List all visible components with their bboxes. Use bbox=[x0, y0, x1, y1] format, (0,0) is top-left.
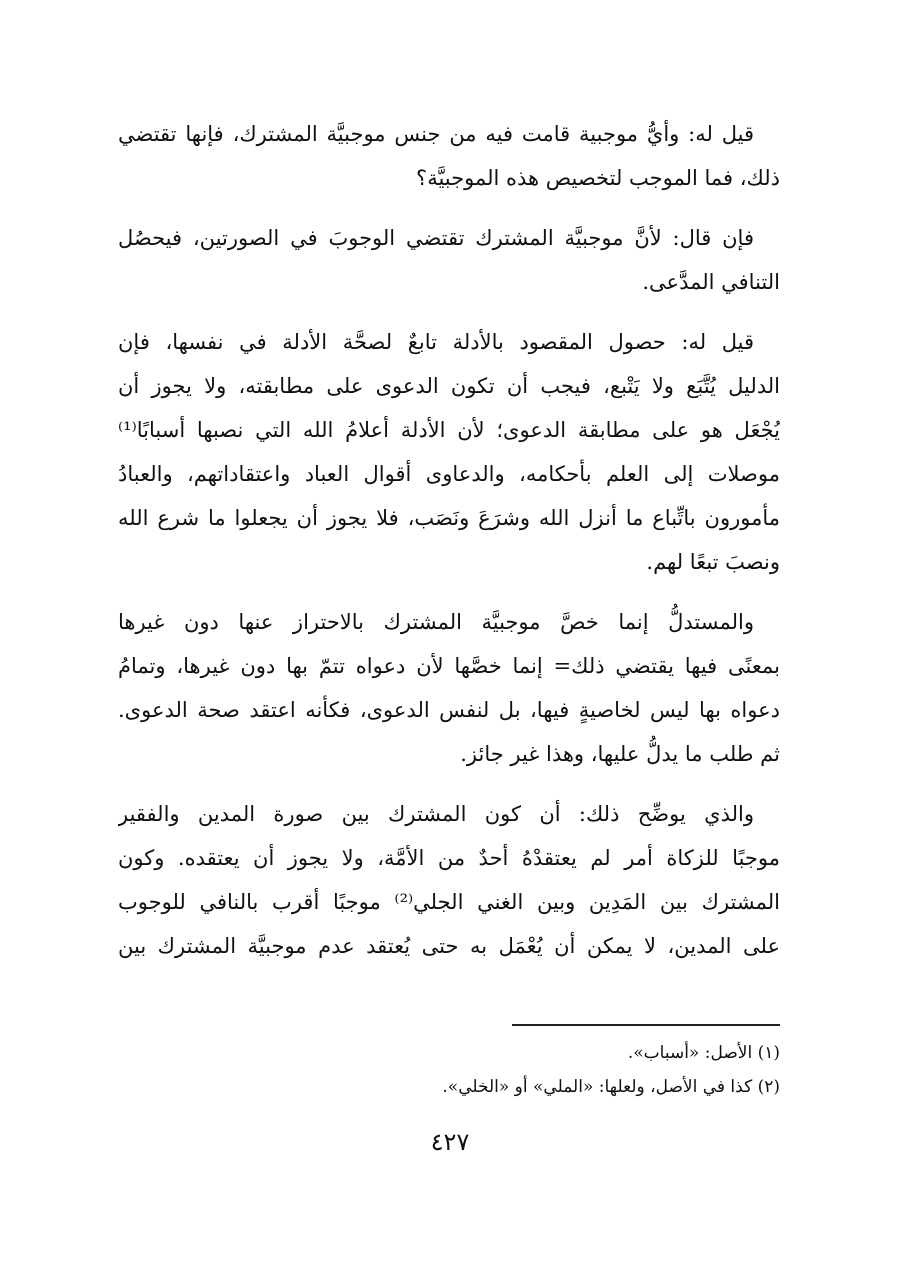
text-line: بمعنًى فيها يقتضي ذلك= إنما خصَّها لأن دعواه تتمّ بها دون غيرها، وتمامُ bbox=[118, 654, 780, 678]
text-line: ثم طلب ما يدلُّ عليها، وهذا غير جائز. bbox=[460, 742, 780, 766]
paragraph-5 bbox=[118, 792, 780, 968]
text-line: موصلات إلى العلم بأحكامه، والدعاوى أقوال العباد واعتقاداتهم، والعبادُ bbox=[118, 462, 780, 486]
paragraph-3 bbox=[118, 320, 780, 584]
text-line: على المدين، لا يمكن أن يُعْمَل به حتى يُعتقد عدم موجبيَّة المشترك بين bbox=[118, 934, 780, 958]
text-line: والمستدلُّ إنما خصَّ موجبيَّة المشترك بالاحتراز عنها دون غيرها bbox=[118, 610, 754, 634]
text-line: ذلك، فما الموجب لتخصيص هذه الموجبيَّة؟ bbox=[416, 166, 780, 190]
text-line: الدليل يُتَّبَع ولا يَتْبع، فيجب أن تكون الدعوى على مطابقته، ولا يجوز أن bbox=[118, 374, 780, 398]
text-line: موجبًا للزكاة أمر لم يعتقدْهُ أحدٌ من الأمَّة، ولا يجوز أن يعتقده. وكون bbox=[118, 846, 780, 870]
text-line: والذي يوضِّح ذلك: أن كون المشترك بين صورة المدين والفقير bbox=[118, 802, 754, 826]
text-line: مأمورون باتِّباع ما أنزل الله وشرَعَ ونَصَب، فلا يجوز أن يجعلوا ما شرع الله bbox=[118, 506, 780, 530]
footnote-1: (١) الأصل: «أسباب». bbox=[627, 1043, 780, 1063]
text-line: دعواه بها ليس لخاصيةٍ فيها، بل لنفس الدعوى، فكأنه اعتقد صحة الدعوى. bbox=[118, 698, 780, 722]
footnotes bbox=[380, 1036, 780, 1104]
page-number: ٤٢٧ bbox=[430, 1128, 470, 1156]
text-line: فإن قال: لأنَّ موجبيَّة المشترك تقتضي الوجوبَ في الصورتين، فيحصُل bbox=[118, 226, 754, 250]
text-line: التنافي المدَّعى. bbox=[642, 270, 780, 294]
text-line: قيل له: وأيُّ موجبية قامت فيه من جنس موجبيَّة المشترك، فإنها تقتضي bbox=[118, 122, 754, 146]
text-line: يُجْعَل هو على مطابقة الدعوى؛ لأن الأدلة أعلامُ الله التي نصبها أسبابًا⁽¹⁾ bbox=[118, 418, 780, 442]
text-line: المشترك بين المَدِين وبين الغني الجلي⁽²⁾ موجبًا أقرب بالنافي للوجوب bbox=[118, 890, 780, 914]
text-line: قيل له: حصول المقصود بالأدلة تابعٌ لصحَّة الأدلة في نفسها، فإن bbox=[118, 330, 754, 354]
paragraph-2 bbox=[118, 216, 780, 304]
paragraph-1 bbox=[118, 112, 780, 200]
text-line: ونصبَ تبعًا لهم. bbox=[646, 550, 780, 574]
footnote-2: (٢) كذا في الأصل، ولعلها: «الملي» أو «الخلي». bbox=[442, 1077, 780, 1097]
footnote-separator bbox=[512, 1024, 780, 1026]
paragraph-4 bbox=[118, 600, 780, 776]
